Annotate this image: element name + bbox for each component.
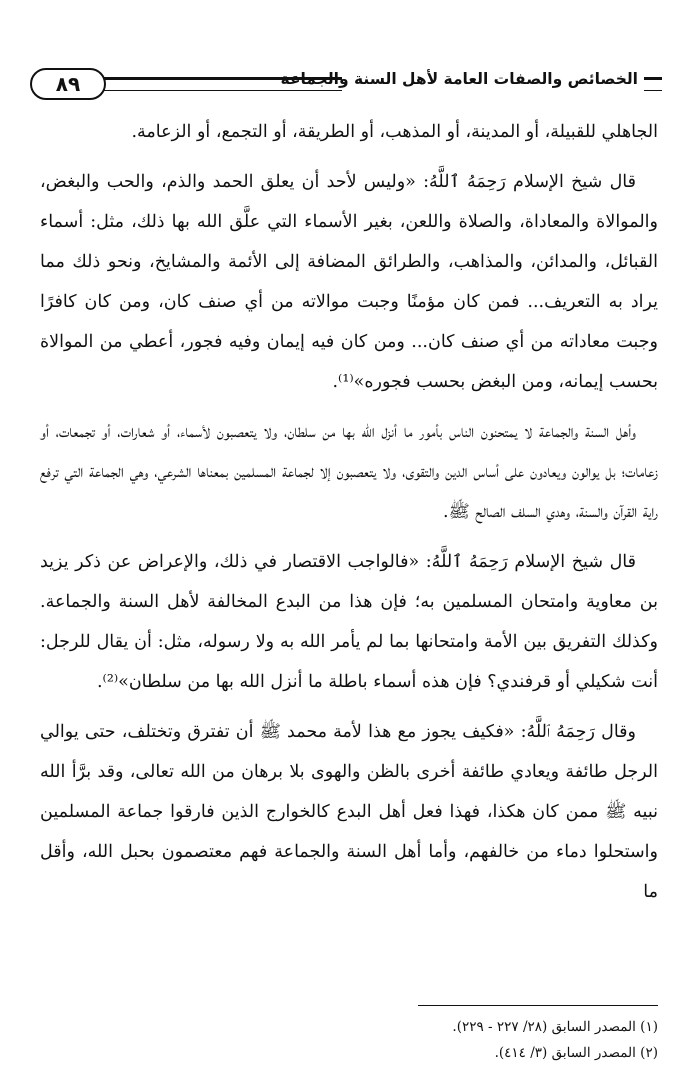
paragraph-3: وأهل السنة والجماعة لا يمتحنون الناس بأمور ما أنزل الله بها من سلطان، ولا يتعصبون لأسماء، أو شعارات، أو تجمعات، أو زعامات؛ بل يوالون ويعادون على أساس الدين والتقوى، ولا يتعصبون إلا لجماعة المسلمين بمعناها الشرعي، وهي الجماعة التي ترفع راية القرآن والسنة، وهدي السلف الصالح ﷺ. [40,422,658,522]
footnote-1: (١) المصدر السابق (٢٨/ ٢٢٧ - ٢٢٩). [452,1019,658,1035]
footnotes-section [40,1005,658,1066]
footnote-separator [418,1005,658,1006]
header-divider-ornament [644,77,662,91]
main-text [40,112,658,922]
footnote-2: (٢) المصدر السابق (٣/ ٤١٤). [494,1045,658,1061]
page-number: ٨٩ [30,68,106,100]
paragraph-2: قال شيخ الإسلام رَحِمَهُ ٱللَّهُ: «وليس لأحد أن يعلق الحمد والذم، والحب والبغض، والموالاة والمعاداة، والصلاة واللعن، بغير الأسماء التي علَّق الله بها ذلك، مثل: أسماء القبائل، والمدائن، والمذاهب، والطرائق المضافة إلى الأئمة والمشايخ، ونحو ذلك مما يراد به التعريف... فمن كان مؤمنًا وجبت موالاته من أي صنف كان، ومن كان كافرًا وجبت معاداته من أي صنف كان... ومن كان فيه إيمان وفيه فجور، أعطي من الموالاة بحسب إيمانه، ومن البغض بحسب فجوره»⁽¹⁾. [40,172,658,392]
paragraph-4: قال شيخ الإسلام رَحِمَهُ ٱللَّهُ: «فالواجب الاقتصار في ذلك، والإعراض عن ذكر يزيد بن معاوية وامتحان المسلمين به؛ فإن هذا من البدع المخالفة لأهل السنة والجماعة. وكذلك التفريق بين الأمة وامتحانها بما لم يأمر الله به ولا رسوله، مثل: أن يقال للرجل: أنت شكيلي أو قرفندي؟ فإن هذه أسماء باطلة ما أنزل الله بها من سلطان»⁽²⁾. [40,552,658,692]
running-title: الخصائص والصفات العامة لأهل السنة والجماعة [280,70,638,88]
page-header [30,68,662,102]
paragraph-1: الجاهلي للقبيلة، أو المدينة، أو المذهب، أو الطريقة، أو التجمع، أو الزعامة. [131,122,658,142]
paragraph-5: وقال رَحِمَهُ ٱللَّهُ: «فكيف يجوز مع هذا لأمة محمد ﷺ أن تفترق وتختلف، حتى يوالي الرجل طائفة ويعادي طائفة أخرى بالظن والهوى بلا برهان من الله تعالى، وقد برَّأ الله نبيه ﷺ ممن كان هكذا، فهذا فعل أهل البدع كالخوارج الذين فارقوا جماعة المسلمين واستحلوا دماء من خالفهم، وأما أهل السنة والجماعة فهم معتصمون بحبل الله، وأقل ما [40,722,658,902]
